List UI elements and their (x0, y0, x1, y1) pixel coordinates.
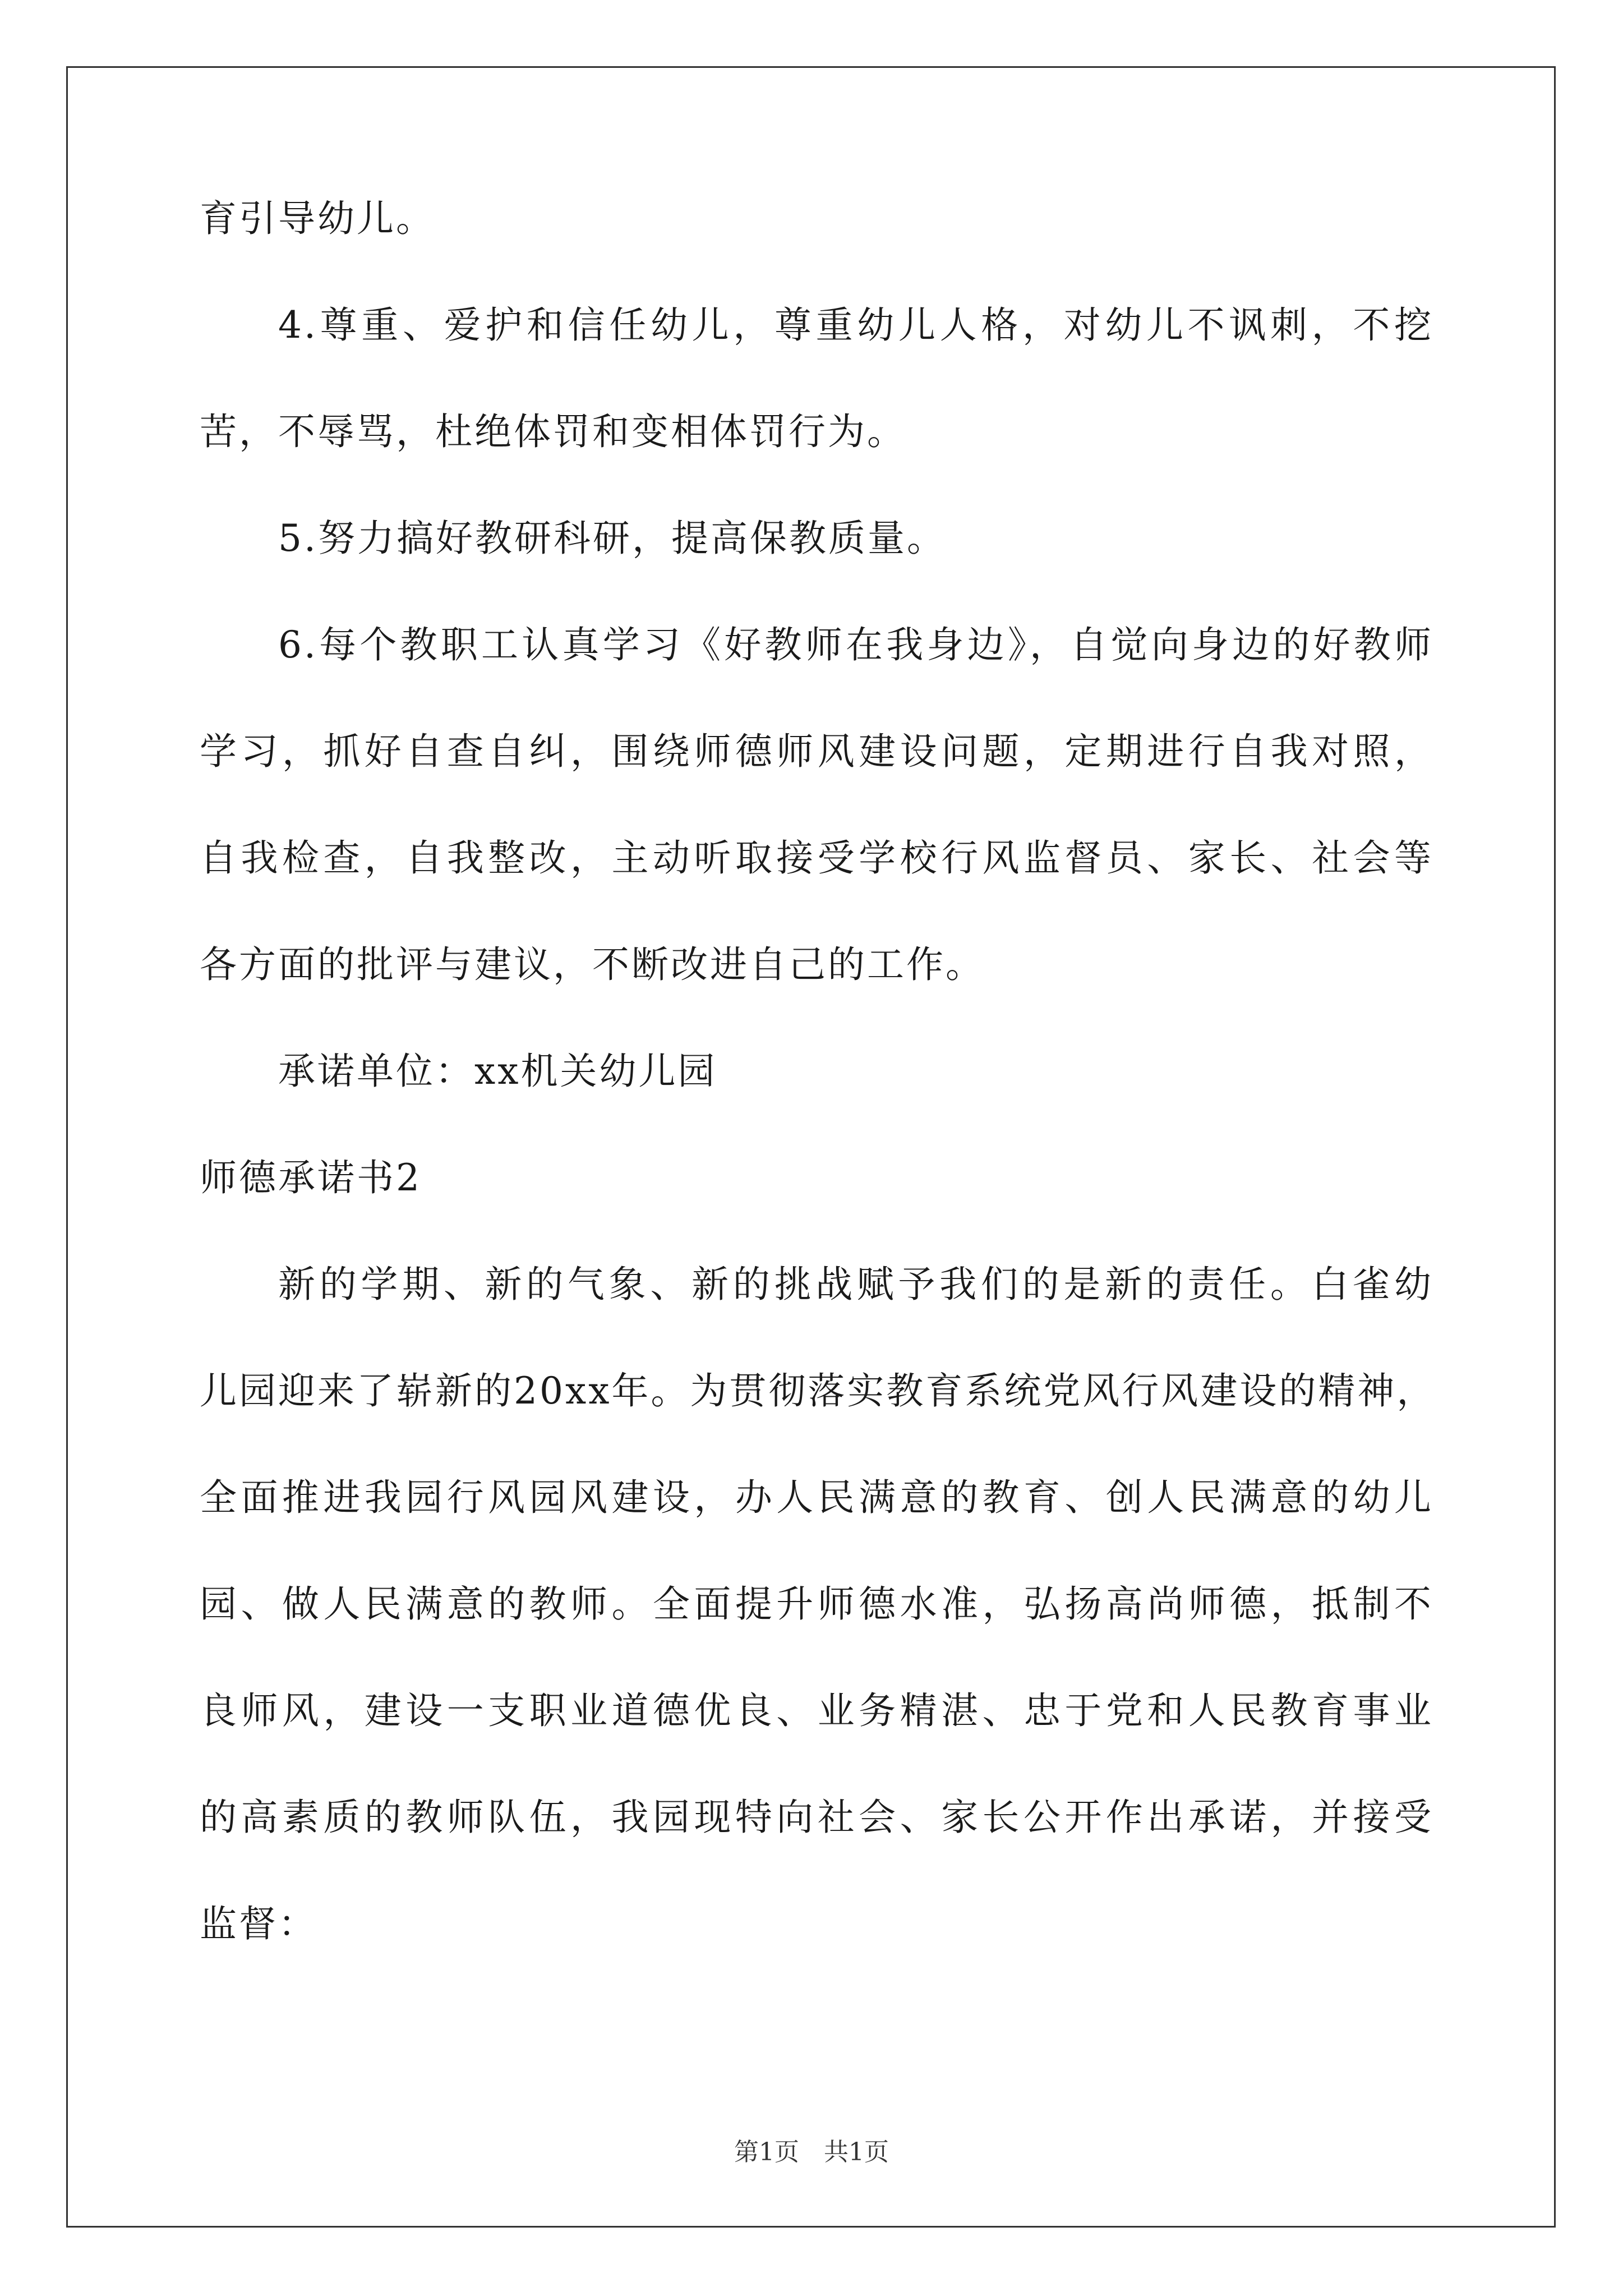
list-item-5: 5.努力搞好教研科研，提高保教质量。 (278, 517, 946, 560)
text-line: 监督： (200, 1902, 317, 1945)
section-title: 师德承诺书2 (200, 1156, 422, 1199)
page-number-footer: 第1页 共1页 (734, 2138, 889, 2166)
text-line: 自我检查，自我整改，主动听取接受学校行风监督员、家长、社会等 (200, 836, 1433, 880)
paragraph-start: 新的学期、新的气象、新的挑战赋予我们的是新的责任。白雀幼 (278, 1263, 1433, 1306)
text-line: 园、做人民满意的教师。全面提升师德水准，弘扬高尚师德，抵制不 (200, 1582, 1433, 1626)
text-line: 各方面的批评与建议，不断改进自己的工作。 (200, 943, 985, 986)
signature-unit: 承诺单位：xx机关幼儿园 (278, 1050, 717, 1093)
text-line: 全面推进我园行风园风建设，办人民满意的教育、创人民满意的幼儿 (200, 1476, 1433, 1519)
list-item-6: 6.每个教职工认真学习《好教师在我身边》，自觉向身边的好教师 (278, 623, 1433, 666)
text-line: 良师风，建设一支职业道德优良、业务精湛、忠于党和人民教育事业 (200, 1689, 1433, 1732)
text-line: 育引导幼儿。 (200, 197, 435, 240)
text-line: 儿园迎来了崭新的20xx年。为贯彻落实教育系统党风行风建设的精神， (200, 1369, 1436, 1412)
list-item-4: 4.尊重、爱护和信任幼儿，尊重幼儿人格，对幼儿不讽刺，不挖 (278, 303, 1433, 347)
text-line: 的高素质的教师队伍，我园现特向社会、家长公开作出承诺，并接受 (200, 1796, 1433, 1839)
text-line: 学习，抓好自查自纠，围绕师德师风建设问题，定期进行自我对照， (200, 730, 1433, 773)
text-line: 苦，不辱骂，杜绝体罚和变相体罚行为。 (200, 410, 906, 453)
